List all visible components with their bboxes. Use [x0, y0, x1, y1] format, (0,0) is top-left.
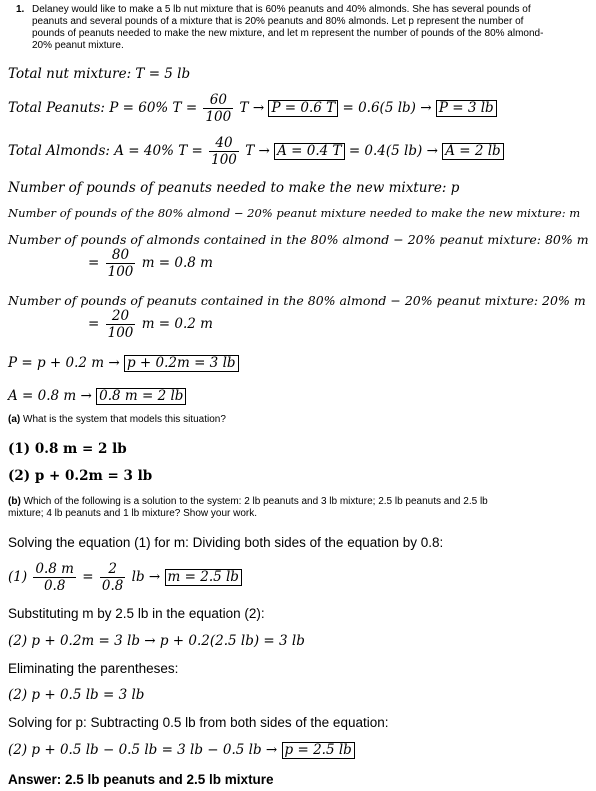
eliminate-equation: (2) p + 0.5 lb = 3 lb — [8, 687, 145, 703]
peanuts-numerator: 60 — [203, 92, 233, 109]
almonds-in-mixture-eq — [88, 247, 213, 280]
peanuts-box-1: P = 0.6 T — [268, 100, 338, 117]
system-eq-2: (2) p + 0.2m = 3 lb — [8, 468, 153, 484]
s1-post: lb → — [131, 569, 161, 585]
s1-result-box: m = 2.5 lb — [165, 569, 242, 586]
pea-denominator: 100 — [107, 325, 134, 341]
peanuts-eq: = 0.6(5 lb) → — [342, 100, 432, 116]
s4-result-box: p = 2.5 lb — [282, 742, 355, 759]
pea-eq-post: m = 0.2 m — [141, 316, 213, 332]
problem-text: Delaney would like to make a 5 lb nut mixture that is 60% peanuts and 40% almonds. She has several pounds of peanuts and several pounds of a mixture that is 20% peanuts and 80% almonds. Let p represent the number of pounds of peanuts needed to make the new mixture, and let m represent the number of pounds of the 80% almond-20% peanut mixture. — [32, 4, 544, 51]
alm-numerator: 80 — [106, 247, 136, 264]
peanuts-box-2: P = 3 lb — [436, 100, 497, 117]
s1-numerator-1: 0.8 m — [35, 561, 74, 577]
alm-eq-pre: = — [88, 255, 100, 271]
pea-fraction — [106, 308, 136, 341]
total-peanuts-line — [8, 92, 497, 125]
solve-m-text: Solving the equation (1) for m: Dividing both sides of the equation by 0.8: — [8, 535, 444, 550]
peanuts-mid: T → — [239, 100, 265, 116]
p-definition: Number of pounds of peanuts needed to make the new mixture: p — [8, 180, 460, 196]
s1-denominator-1: 0.8 — [43, 578, 66, 594]
almonds-eq: = 0.4(5 lb) → — [348, 143, 438, 159]
solve-m-equation — [8, 561, 242, 594]
eliminate-text: Eliminating the parentheses: — [8, 661, 179, 676]
A-equation-box: 0.8 m = 2 lb — [96, 388, 186, 405]
s1-fraction-1 — [33, 561, 76, 594]
P-equation-box: p + 0.2m = 3 lb — [124, 355, 239, 372]
peanuts-in-mixture-eq — [88, 308, 213, 341]
total-mixture-line: Total nut mixture: T = 5 lb — [8, 66, 191, 82]
substitute-equation: (2) p + 0.2m = 3 lb → p + 0.2(2.5 lb) = 3 lb — [8, 633, 305, 649]
total-almonds-line — [8, 135, 504, 168]
peanuts-fraction — [203, 92, 233, 125]
final-answer: Answer: 2.5 lb peanuts and 2.5 lb mixture — [8, 772, 274, 787]
alm-fraction — [106, 247, 136, 280]
almonds-fraction — [209, 135, 239, 168]
s1-equals: = — [82, 569, 94, 585]
almonds-box-1: A = 0.4 T — [274, 143, 344, 160]
almonds-in-mixture: Number of pounds of almonds contained in the 80% almond − 20% peanut mixture: 80% m — [8, 232, 589, 247]
peanuts-prefix: Total Peanuts: P = 60% T = — [8, 100, 198, 116]
problem-number: 1. — [16, 4, 25, 15]
s4-equation: (2) p + 0.5 lb − 0.5 lb = 3 lb − 0.5 lb → — [8, 742, 278, 758]
part-b-text: Which of the following is a solution to the system: 2 lb peanuts and 3 lb mixture; 2.5 lb peanuts and 2.5 lb mixture; 4 lb peanuts and 1 lb mixture? Show your work. — [8, 496, 488, 519]
part-a-text: What is the system that models this situation? — [23, 414, 226, 425]
s1-fraction-2 — [100, 561, 125, 594]
part-b-question — [8, 496, 508, 520]
almonds-mid: T → — [245, 143, 270, 159]
m-definition: Number of pounds of the 80% almond − 20% peanut mixture needed to make the new mixture: m — [8, 206, 581, 220]
almonds-denominator: 100 — [211, 152, 237, 168]
s1-numerator-2: 2 — [100, 561, 125, 578]
almonds-prefix: Total Almonds: A = 40% T = — [8, 143, 203, 159]
P-equation-line — [8, 355, 239, 372]
pea-eq-pre: = — [88, 316, 100, 332]
system-eq-1: (1) 0.8 m = 2 lb — [8, 441, 127, 457]
A-equation-line — [8, 388, 186, 405]
part-a-question — [8, 414, 226, 426]
part-b-label: (b) — [8, 496, 21, 507]
peanuts-denominator: 100 — [205, 109, 232, 125]
alm-denominator: 100 — [107, 264, 134, 280]
substitute-text: Substituting m by 2.5 lb in the equation (2): — [8, 606, 265, 621]
solve-p-text: Solving for p: Subtracting 0.5 lb from both sides of the equation: — [8, 715, 389, 730]
pea-numerator: 20 — [106, 308, 136, 325]
peanuts-in-mixture: Number of pounds of peanuts contained in the 80% almond − 20% peanut mixture: 20% m — [8, 293, 586, 308]
part-a-label: (a) — [8, 414, 21, 425]
P-equation: P = p + 0.2 m → — [8, 355, 120, 371]
almonds-numerator: 40 — [209, 135, 239, 152]
s1-denominator-2: 0.8 — [101, 578, 124, 594]
s1-label: (1) — [8, 569, 28, 585]
almonds-box-2: A = 2 lb — [442, 143, 503, 160]
solve-p-equation — [8, 742, 355, 759]
A-equation: A = 0.8 m → — [8, 388, 92, 404]
alm-eq-post: m = 0.8 m — [141, 255, 213, 271]
